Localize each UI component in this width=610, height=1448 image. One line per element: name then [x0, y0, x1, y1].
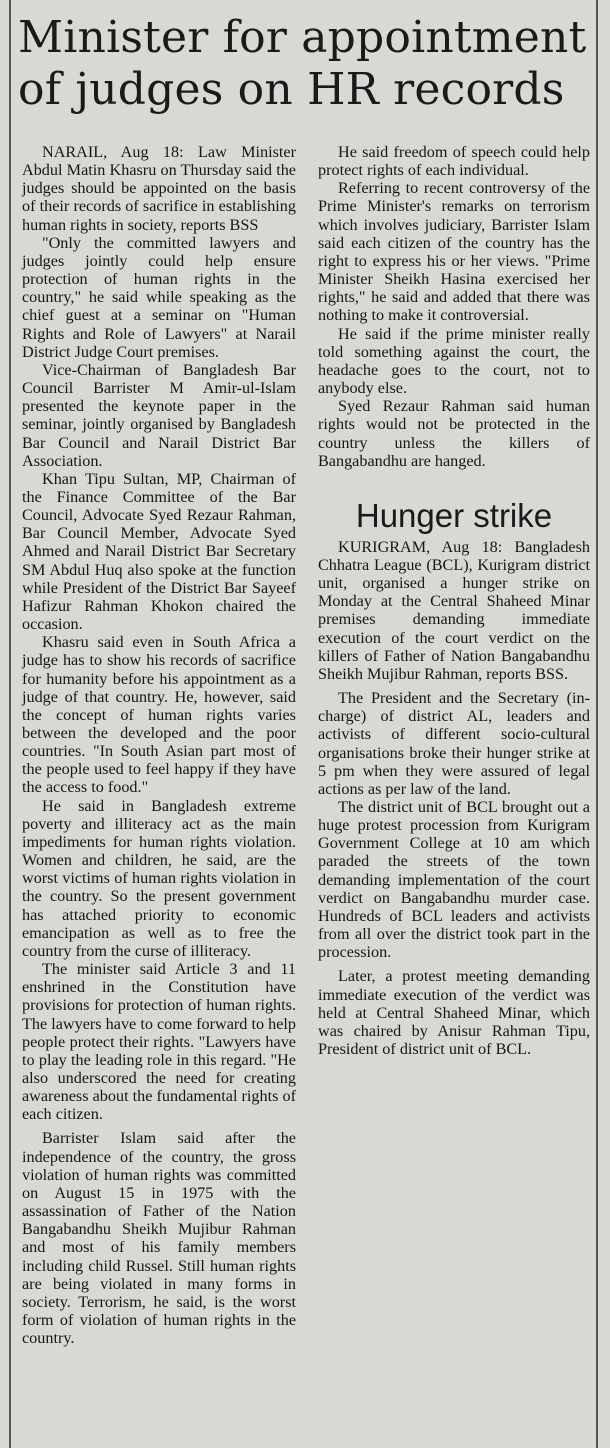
article-column-right: [318, 143, 590, 1058]
article-paragraph: Syed Rezaur Rahman said human rights would not be protected in the country unless the killers of Bangabandhu are hanged.: [318, 397, 590, 470]
article-paragraph: The minister said Article 3 and 11 enshrined in the Constitution have provisions for protection of human rights. The lawyers have to come forward to help people protect their rights. "Lawyers have to play the leading role in this regard. "He also underscored the need for creating awareness about the fundamental rights of each citizen.: [22, 960, 296, 1124]
article-paragraph: Barrister Islam said after the independence of the country, the gross violation of human rights was committed on August 15 in 1975 with the assassination of Father of the Nation Bangabandhu Sheikh Mujibur Rahman and most of his family members including child Russel. Still human rights are being violated in many forms in society. Terrorism, he said, is the worst form of violation of human rights in the country.: [22, 1129, 296, 1348]
article-paragraph: He said if the prime minister really told something against the court, the headache goes to the court, not to anybody else.: [318, 324, 590, 398]
sidebar-paragraph: The President and the Secretary (in-charge) of district AL, leaders and activists of different socio-cultural organisations broke their hunger strike at 5 pm when they were assured of legal actions as per law of the land.: [318, 689, 590, 798]
right-rule: [596, 0, 598, 1448]
article-paragraph: NARAIL, Aug 18: Law Minister Abdul Matin Khasru on Thursday said the judges should be appointed on the basis of their records of sacrifice in establishing human rights in society, reports BSS: [22, 143, 296, 234]
sidebar-paragraph: KURIGRAM, Aug 18: Bangladesh Chhatra League (BCL), Kurigram district unit, organised a hunger strike on Monday at the Central Shaheed Minar premises demanding immediate execution of the court verdict on the killers of Father of Nation Bangabandhu Sheikh Mujibur Rahman, reports BSS.: [318, 537, 590, 683]
article-paragraph: "Only the committed lawyers and judges jointly could help ensure protection of human rights in the country," he said while speaking as the chief guest at a seminar on "Human Rights and Role of Lawyers" at Narail District Judge Court premises.: [22, 233, 296, 361]
article-paragraph: Vice-Chairman of Bangladesh Bar Council Barrister M Amir-ul-Islam presented the keynote paper in the seminar, jointly organised by Bangladesh Bar Council and Narail District Bar Association.: [22, 360, 296, 470]
article-paragraph: He said freedom of speech could help protect rights of each individual.: [318, 143, 590, 180]
sidebar-paragraph: The district unit of BCL brought out a huge protest procession from Kurigram Government College at 10 am which paraded the streets of the town demanding implementation of the court verdict on Bangabandhu murder case. Hundreds of BCL leaders and activists from all over the district took part in the procession.: [318, 798, 590, 962]
sidebar-headline: Hunger strike: [355, 496, 553, 534]
article-paragraph: Khan Tipu Sultan, MP, Chairman of the Finance Committee of the Bar Council, Advocate Syed Rezaur Rahman, Bar Council Member, Advocate Syed Ahmed and Narail District Bar Secretary SM Abdul Huq also spoke at the function while President of the District Bar Sayeef Hafizur Rahman Khokon chaired the occasion.: [22, 469, 296, 634]
sidebar-paragraph: Later, a protest meeting demanding immediate execution of the verdict was held at Central Shaheed Minar, which was chaired by Anisur Rahman Tipu, President of district unit of BCL.: [318, 967, 590, 1059]
headline: Minister for appointment of judges on HR records: [18, 12, 587, 115]
article-paragraph: Referring to recent controversy of the Prime Minister's remarks on terrorism which involves judiciary, Barrister Islam said each citizen of the country has the right to express his or her views. "Prime Minister Sheikh Hasina exercised her rights," he said and added that there was nothing to make it controversial.: [318, 179, 590, 325]
left-rule: [9, 0, 11, 1448]
article-paragraph: He said in Bangladesh extreme poverty and illiteracy act as the main impediments for human rights violation. Women and children, he said, are the worst victims of human rights violation in the country. So the present government has attached priority to economic emancipation as well as to free the country from the curse of illiteracy.: [22, 796, 296, 960]
article-column-left: [22, 143, 296, 1347]
article-paragraph: Khasru said even in South Africa a judge has to show his records of sacrifice for humanity before his appointment as a judge of that country. He, however, said the concept of human rights varies between the developed and the poor countries. "In South Asian part most of the people used to feel happy if they have the access to food.": [22, 633, 296, 797]
